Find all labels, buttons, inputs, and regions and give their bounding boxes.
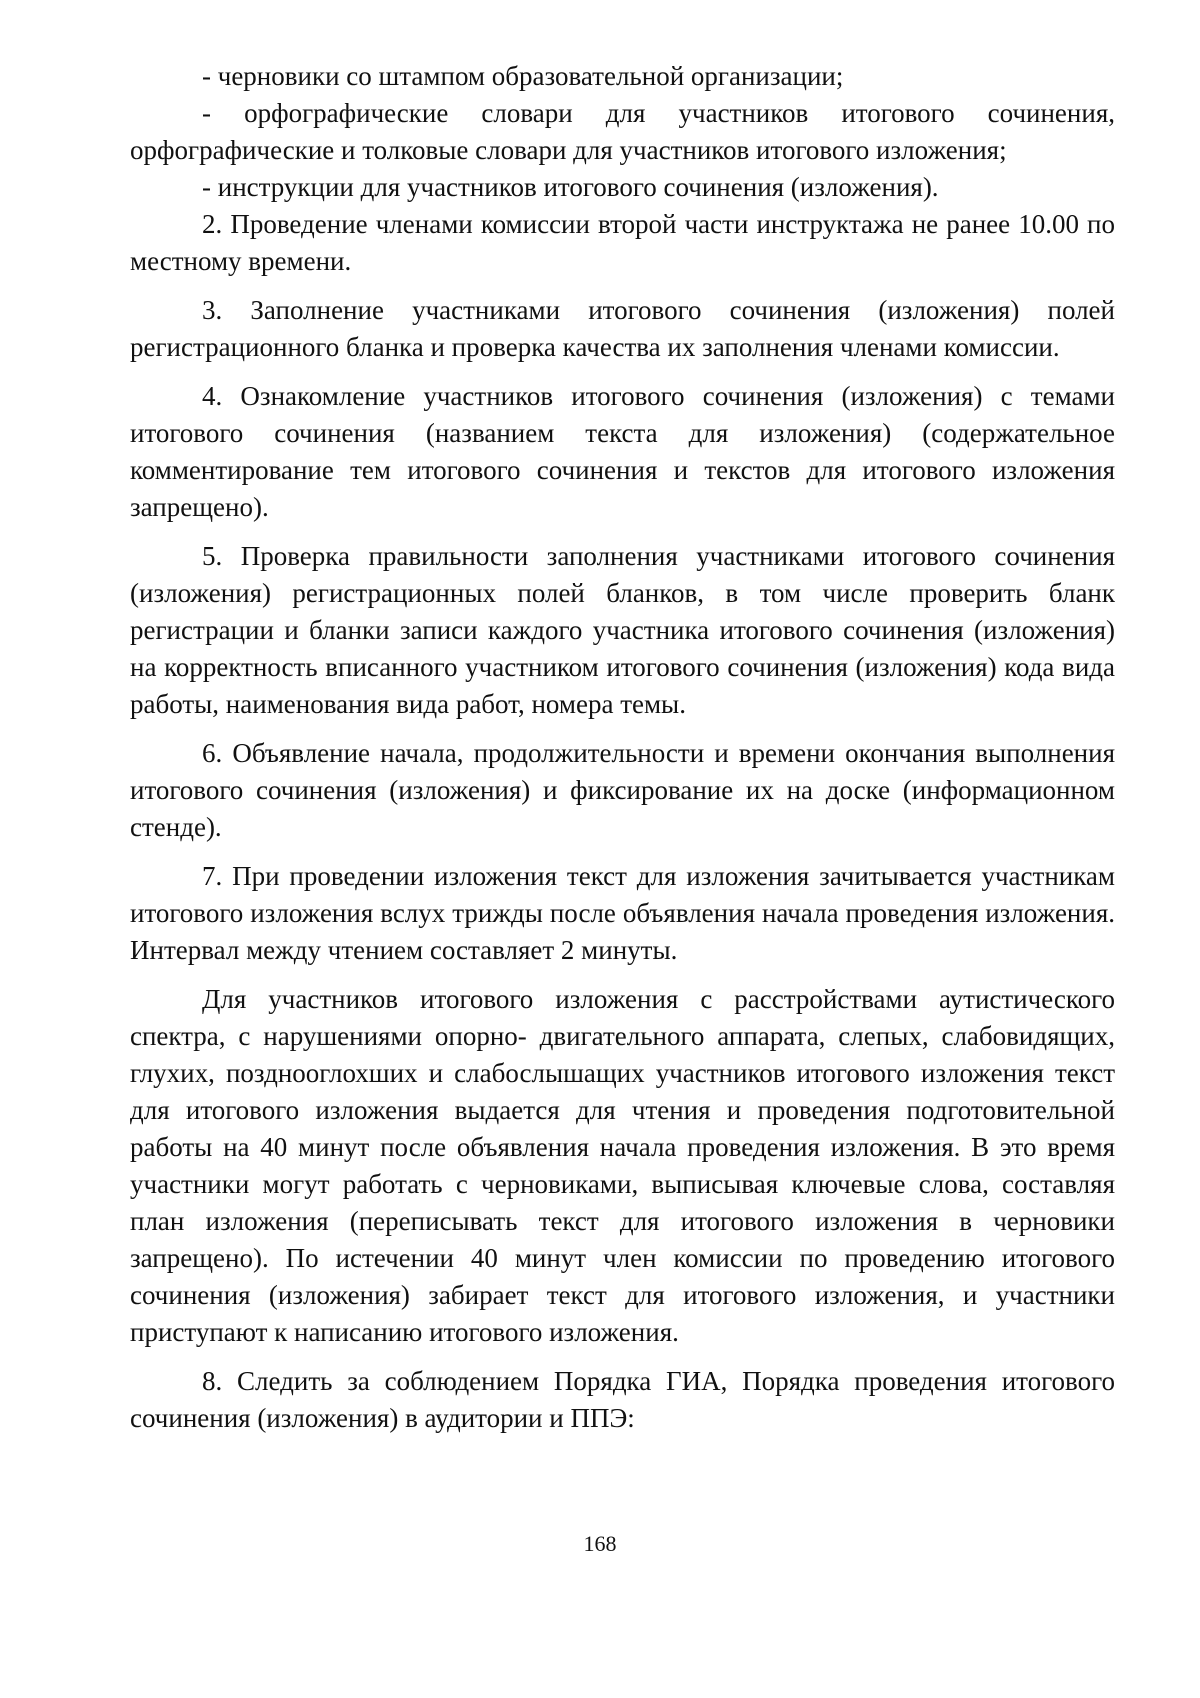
list-item-instructions: - инструкции для участников итогового сочинения (изложения). [202, 172, 939, 202]
paragraph-item-3: 3. Заполнение участниками итогового сочинения (изложения) полей регистрационного бланка и проверка качества их заполнения членами комиссии. [130, 295, 1115, 362]
paragraph-item-6: 6. Объявление начала, продолжительности и времени окончания выполнения итогового сочинения (изложения) и фиксирование их на доске (информационном стенде). [130, 738, 1115, 842]
paragraph-item-4: 4. Ознакомление участников итогового сочинения (изложения) с темами итогового сочинения (названием текста для изложения) (содержательное комментирование тем итогового сочинения и текстов для итогового изложения запрещено). [130, 381, 1115, 522]
list-item-dictionaries: - орфографические словари для участников итогового сочинения, орфографические и толковые словари для участников итогового изложения; [130, 98, 1115, 165]
paragraph-item-7: 7. При проведении изложения текст для изложения зачитывается участникам итогового изложения вслух трижды после объявления начала проведения изложения. Интервал между чтением составляет 2 минуты. [130, 861, 1115, 965]
page-number: 168 [583, 1531, 617, 1556]
paragraph-item-5: 5. Проверка правильности заполнения участниками итогового сочинения (изложения) регистрационных полей бланков, в том числе проверить бланк регистрации и бланки записи каждого участника итогового сочинения (изложения) на корректность вписанного участником итогового сочинения (изложения) кода вида работы, наименования вида работ, номера темы. [130, 541, 1115, 719]
document-body [130, 58, 1115, 1437]
list-item-drafts: - черновики со штампом образовательной организации; [202, 61, 844, 91]
paragraph-item-2: 2. Проведение членами комиссии второй части инструктажа не ранее 10.00 по местному времени. [130, 209, 1115, 276]
paragraph-item-8: 8. Следить за соблюдением Порядка ГИА, Порядка проведения итогового сочинения (изложения) в аудитории и ППЭ: [130, 1366, 1115, 1433]
paragraph-special-participants: Для участников итогового изложения с расстройствами аутистического спектра, с нарушениями опорно- двигательного аппарата, слепых, слабовидящих, глухих, позднооглохших и слабослышащих участников итогового изложения текст для итогового изложения выдается для чтения и проведения подготовительной работы на 40 минут после объявления начала проведения изложения. В это время участники могут работать с черновиками, выписывая ключевые слова, составляя план изложения (переписывать текст для итогового изложения в черновики запрещено). По истечении 40 минут член комиссии по проведению итогового сочинения (изложения) забирает текст для итогового изложения, и участники приступают к написанию итогового изложения. [130, 984, 1115, 1347]
